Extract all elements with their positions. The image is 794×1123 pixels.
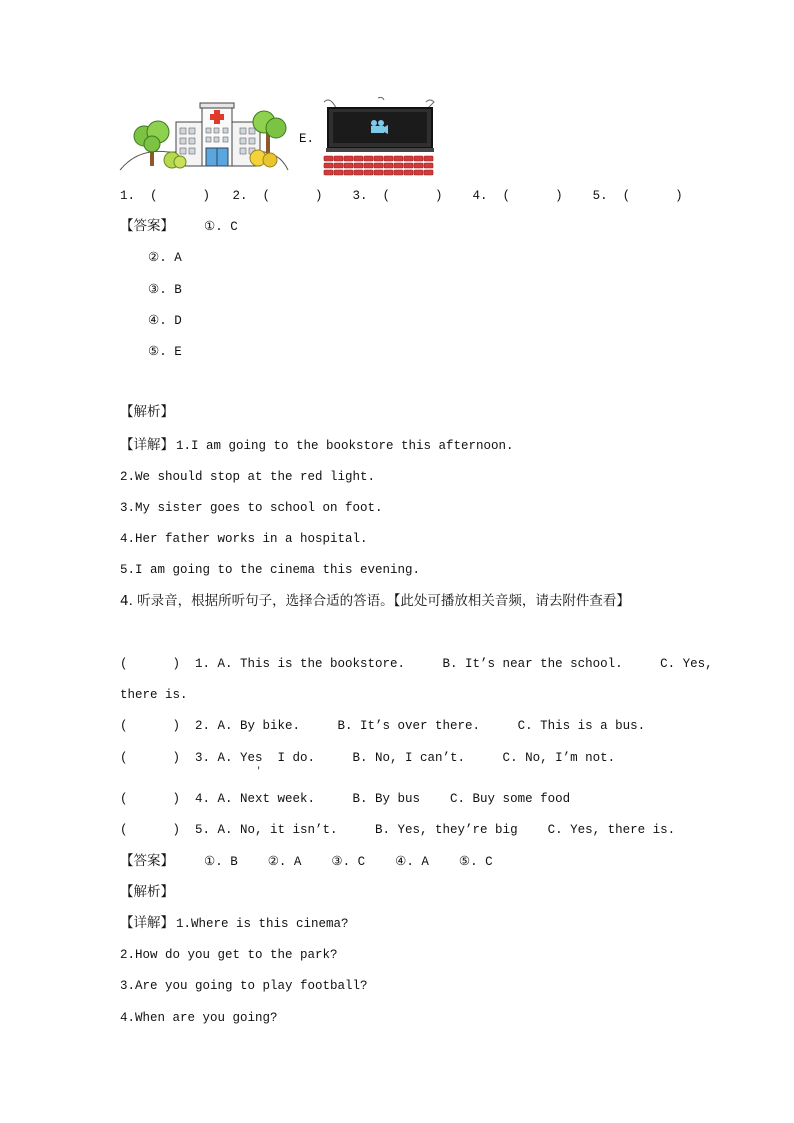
cinema-letter: E. — [299, 132, 315, 146]
detail-sentence: 4.Her father works in a hospital. — [120, 532, 368, 546]
answer-label: 【答案】 — [120, 853, 174, 869]
question-prompt: 4. 听录音，根据所听句子，选择合适的答语。【此处可播放相关音频，请去附件查看】 — [120, 593, 630, 609]
analysis-label: 【解析】 — [120, 404, 174, 420]
analysis-label: 【解析】 — [120, 884, 174, 900]
detail-sentence: 2.How do you get to the park? — [120, 948, 338, 962]
detail-sentence: 2.We should stop at the red light. — [120, 470, 376, 484]
detail-sentence: 3.Are you going to play football? — [120, 979, 368, 993]
answer-list: ①. B ②. A ③. C ④. A ⑤. C — [204, 855, 493, 869]
answer-item: ③. B — [148, 283, 182, 297]
hospital-picture — [118, 100, 290, 172]
choice-row: ( ) 3. A. Yes I do. B. No, I can’t. C. No, I’m not. — [120, 751, 616, 765]
choice-row: there is. — [120, 688, 188, 702]
choice-row: ( ) 2. A. By bike. B. It’s over there. C. This is a bus. — [120, 719, 646, 733]
choice-row: ( ) 5. A. No, it isn’t. B. Yes, they’re big C. Yes, there is. — [120, 823, 676, 837]
hospital-icon — [118, 100, 290, 172]
detail-label: 【详解】 — [120, 915, 174, 931]
cinema-picture — [320, 96, 440, 176]
choice-row: ( ) 4. A. Next week. B. By bus C. Buy some food — [120, 792, 571, 806]
choice-row: ( ) 1. A. This is the bookstore. B. It’s near the school. C. Yes, — [120, 657, 713, 671]
answer-item: ⑤. E — [148, 345, 182, 359]
answer-item: ②. A — [148, 251, 182, 265]
detail-sentence: 1.Where is this cinema? — [176, 917, 349, 931]
answer-label: 【答案】 — [120, 218, 174, 234]
answer-blanks: 1. ( ) 2. ( ) 3. ( ) 4. ( ) 5. ( ) — [120, 189, 683, 203]
answer-item: ①. C — [204, 220, 238, 234]
answer-item: ④. D — [148, 314, 182, 328]
detail-sentence: 5.I am going to the cinema this evening. — [120, 563, 421, 577]
detail-sentence: 3.My sister goes to school on foot. — [120, 501, 383, 515]
cinema-icon — [320, 96, 440, 176]
detail-label: 【详解】 — [120, 437, 174, 453]
detail-sentence: 4.When are you going? — [120, 1011, 278, 1025]
detail-sentence: 1.I am going to the bookstore this afternoon. — [176, 439, 514, 453]
stray-comma-mark: ' — [256, 766, 262, 776]
